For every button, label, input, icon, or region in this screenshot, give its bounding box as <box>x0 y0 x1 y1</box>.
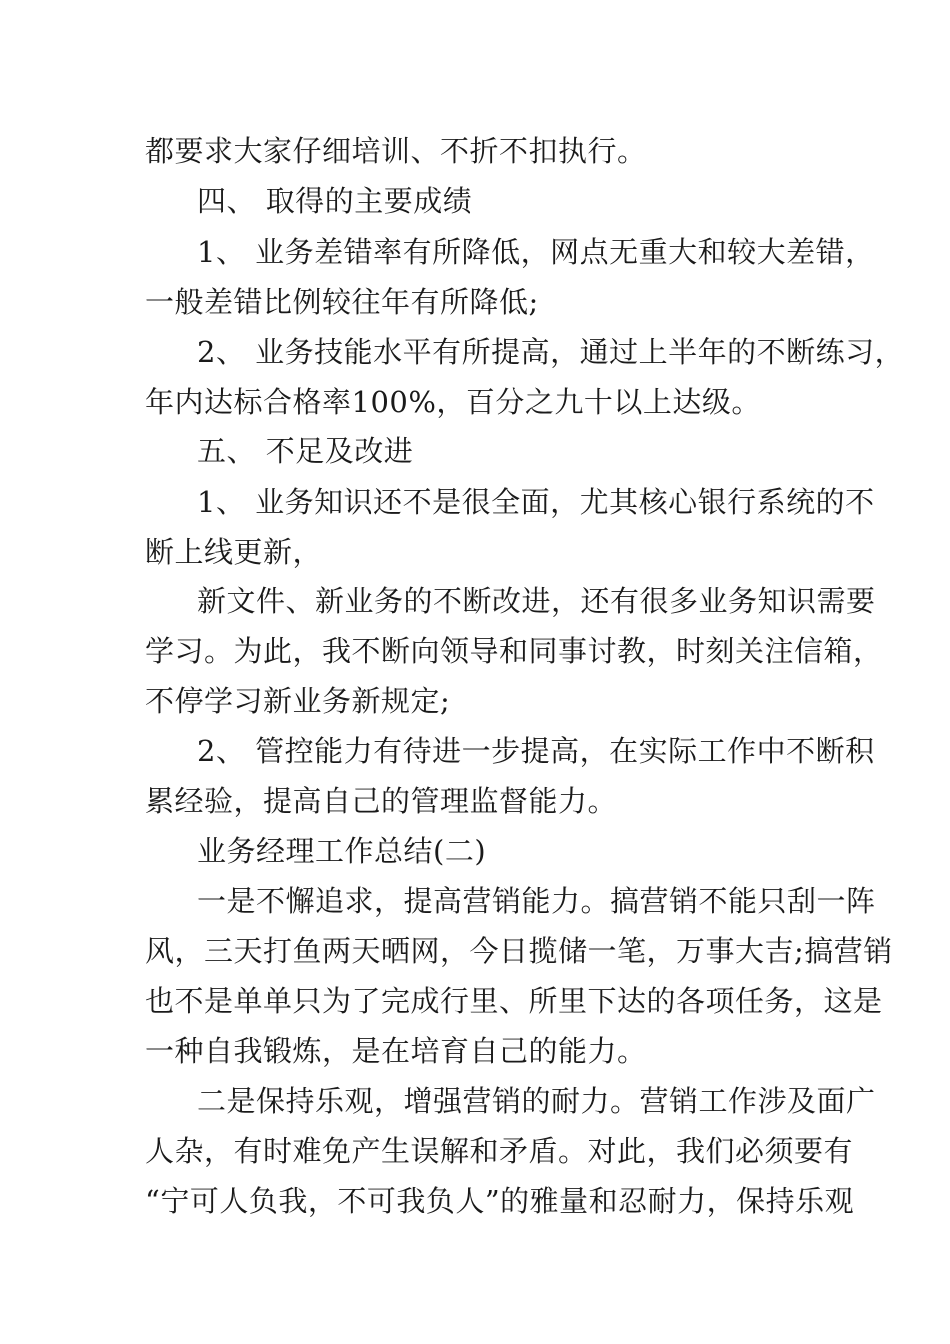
text-line: 累经验，提高自己的管理监督能力。 <box>145 784 618 818</box>
paragraph-start: 一是不懈追求，提高营销能力。搞营销不能只刮一阵 <box>197 884 876 918</box>
text-line: 不停学习新业务新规定; <box>145 684 451 718</box>
list-item: 2、 管控能力有待进一步提高，在实际工作中不断积 <box>197 734 875 768</box>
document-title: 业务经理工作总结(二) <box>197 834 487 868</box>
text-line: “宁可人负我，不可我负人”的雅量和忍耐力，保持乐观 <box>145 1184 855 1218</box>
list-item: 1、 业务差错率有所降低，网点无重大和较大差错， <box>197 235 875 269</box>
text-line: 也不是单单只为了完成行里、所里下达的各项任务，这是 <box>145 984 883 1018</box>
text-line: 风，三天打鱼两天晒网，今日揽储一笔，万事大吉;搞营销 <box>145 934 893 968</box>
text-line: 人杂，有时难免产生误解和矛盾。对此，我们必须要有 <box>145 1134 854 1168</box>
text-line: 一般差错比例较往年有所降低; <box>145 285 539 319</box>
list-item: 2、 业务技能水平有所提高，通过上半年的不断练习， <box>197 335 905 369</box>
list-item: 1、 业务知识还不是很全面，尤其核心银行系统的不 <box>197 485 875 519</box>
text-line: 断上线更新， <box>145 535 323 569</box>
text-line: 学习。为此，我不断向领导和同事讨教，时刻关注信箱， <box>145 634 883 668</box>
section-heading: 五、 不足及改进 <box>197 434 414 468</box>
section-heading: 四、 取得的主要成绩 <box>197 184 473 218</box>
text-line: 都要求大家仔细培训、不折不扣执行。 <box>145 134 647 168</box>
paragraph-start: 新文件、新业务的不断改进，还有很多业务知识需要 <box>197 584 876 618</box>
text-line: 一种自我锻炼，是在培育自己的能力。 <box>145 1034 647 1068</box>
text-line: 年内达标合格率100%，百分之九十以上达级。 <box>145 385 761 419</box>
paragraph-start: 二是保持乐观，增强营销的耐力。营销工作涉及面广 <box>197 1084 876 1118</box>
